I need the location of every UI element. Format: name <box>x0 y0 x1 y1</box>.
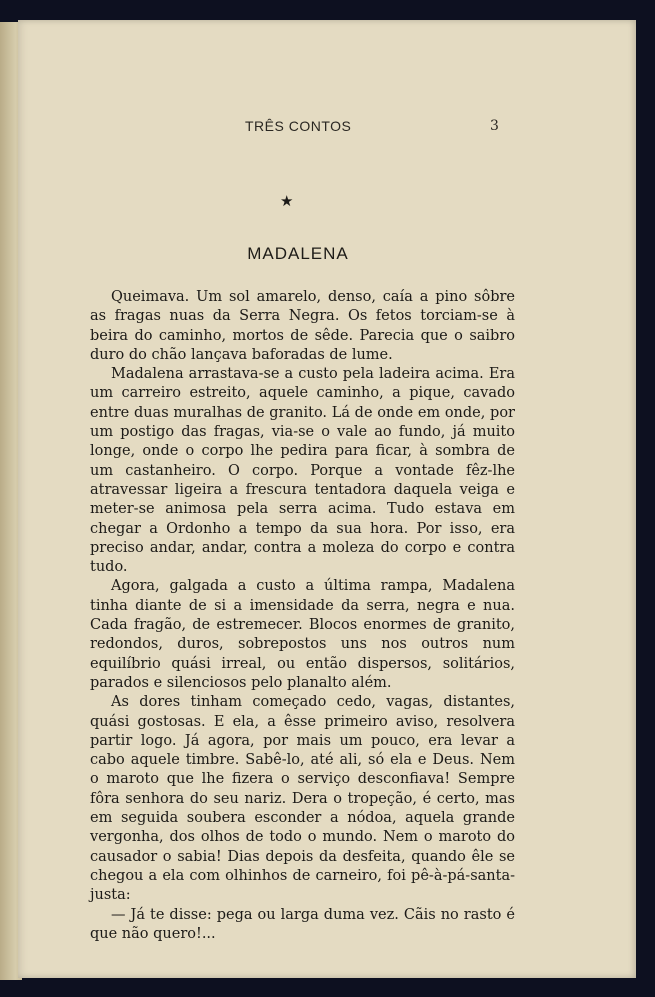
paragraph: Madalena arrastava-se a custo pela ladeira acima. Era um carreiro estreito, aquele caminho, a pique, cavado entre duas muralhas de granito. Lá de onde em onde, por um postigo das fragas, via-se o vale ao fundo, já muito longe, onde o corpo lhe pedira para ficar, à sombra de um castanheiro. O corpo. Porque a vontade fêz-lhe atravessar ligeira a frescura tentadora daquela veiga e meter-se animosa pela serra acima. Tudo estava em chegar a Ordonho a tempo da sua hora. Por isso, era preciso andar, andar, contra a moleza do corpo e contra tudo. <box>90 366 515 576</box>
star-ornament-icon: ★ <box>280 192 294 210</box>
running-head <box>18 118 636 138</box>
paragraph: Agora, galgada a custo a última rampa, Madalena tinha diante de si a imensidade da serra, negra e nua. Cada fragão, de estremecer. Blocos enormes de granito, redondos, duros, sobrepostos uns nos outros num equilíbrio quási irreal, ou então dispersos, solitários, parados e silenciosos pelo planalto além. <box>90 578 515 691</box>
running-title: TRÊS CONTOS <box>245 118 352 134</box>
paragraph: Queimava. Um sol amarelo, denso, caía a pino sôbre as fragas nuas da Serra Negra. Os fetos torciam-se à beira do caminho, mortos de sêde. Parecia que o saibro duro do chão lançava baforadas de lume. <box>90 289 515 363</box>
page-number: 3 <box>490 118 499 134</box>
body-text <box>90 288 515 944</box>
paragraph: As dores tinham começado cedo, vagas, distantes, quási gostosas. E ela, a êsse primeiro aviso, resolvera partir logo. Já agora, por mais um pouco, era levar a cabo aquele timbre. Sabê-lo, até ali, só ela e Deus. Nem o maroto que lhe fizera o serviço desconfiava! Sempre fôra senhora do seu nariz. Dera o tropeção, é certo, mas em seguida soubera esconder a nódoa, aquela grande vergonha, dos olhos de todo o mundo. Nem o maroto do causador o sabia! Dias depois da desfeita, quando êle se chegou a ela com olhinhos de carneiro, foi pê-à-pá-santa-justa: <box>90 694 515 904</box>
book-page <box>18 20 636 978</box>
paragraph: — Já te disse: pega ou larga duma vez. Cãis no rasto é que não quero!... <box>90 906 515 942</box>
chapter-title: MADALENA <box>247 244 349 263</box>
